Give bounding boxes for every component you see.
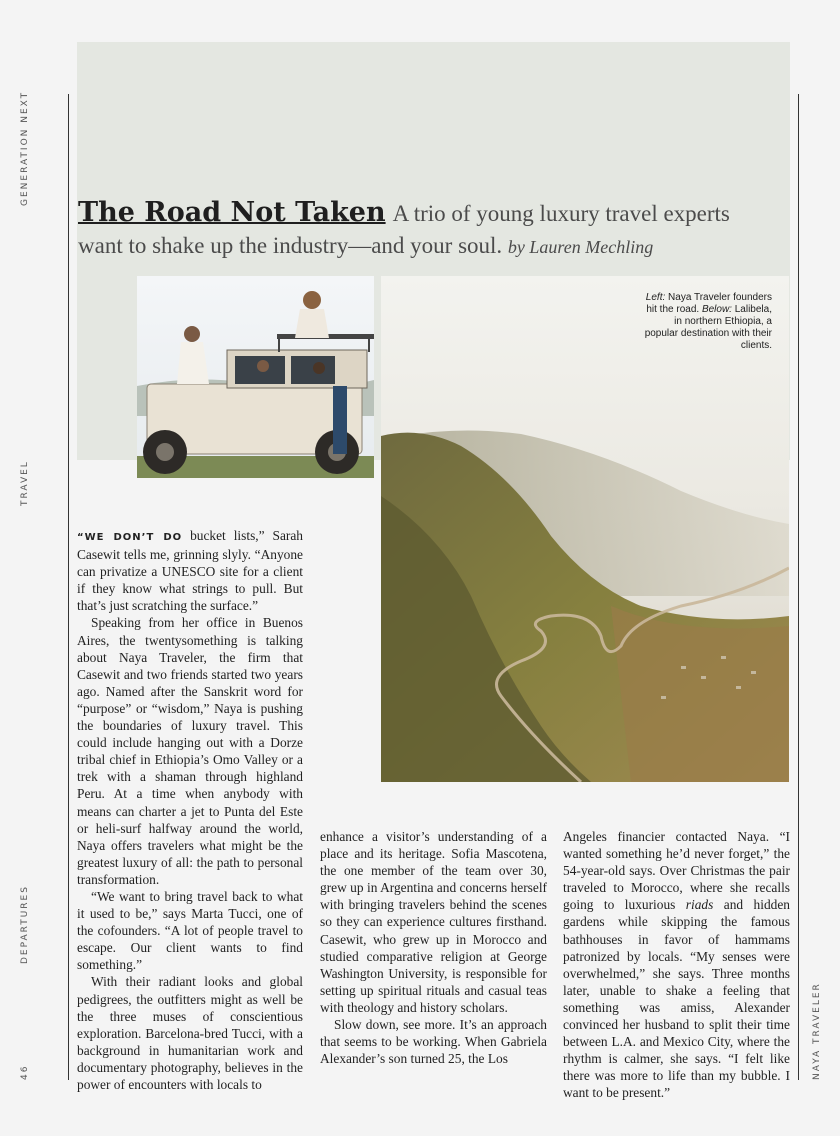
founders-jeep-photo <box>137 276 374 478</box>
paragraph-text: Angeles financier contacted Naya. “I wanted something he’d never forget,” the 54-year-old says. Over Christmas the pair traveled to Morocco, where she recalls going to luxurious <box>563 829 790 913</box>
article-title: The Road Not Taken <box>78 197 386 228</box>
paragraph: enhance a visitor’s understanding of a place and its heritage. Sofia Mascotena, the one member of the team over 30, grew up in Argentina and concerns herself with bringing travelers behind the scenes so they can experience cultures firsthand. Casewit, who grew up in Morocco and studied comparative religion at George Washington University, is responsible for setting up spiritual rituals and casual teas with theology and history scholars. <box>320 829 547 1015</box>
photo-caption <box>640 292 772 352</box>
headline <box>78 198 778 263</box>
byline: by Lauren Mechling <box>507 237 654 257</box>
caption-left-text: Naya Traveler founders hit the road. <box>646 292 772 315</box>
deck-line-2: want to shake up the industry—and your soul. <box>78 233 503 258</box>
article-column-1 <box>77 527 303 1093</box>
section-label-travel: TRAVEL <box>20 460 30 506</box>
left-margin-rule <box>68 94 69 1080</box>
article-column-2 <box>320 828 547 1067</box>
paragraph-text: and hidden gardens while skipping the famous bathhouses in favor of hammams patronized by locals. “My senses were overwhelmed,” she says. Three months later, unable to shake a feeling that something was amiss, Alexander convinced her husband to split their time between L.A. and Mexico City, where the rhythm is calmer, she says. “I felt like there was more to life than my bubble. I want to be present.” <box>563 897 790 1101</box>
article-column-3 <box>563 828 790 1102</box>
paragraph: Speaking from her office in Buenos Aires, the twentysomething is talking about Naya Traveler, the firm that Casewit and two friends started two years ago. Named after the Sanskrit word for “purpose” or “wisdom,” Naya is pushing the boundaries of luxury travel. This could include hanging out with a Dorze tribal chief in Ethiopia’s Omo Valley or a trek with a shaman through highland Peru. At a time when anybody with means can charter a jet to Punta del Este or heli-surf halfway around the world, Naya offers travelers what might be the greatest luxury of all: the path to personal transformation. <box>77 615 303 887</box>
paragraph <box>77 527 303 614</box>
right-margin-rule <box>798 94 799 1080</box>
paragraph: With their radiant looks and global pedigrees, the outfitters might as well be the three muses of conscientious exploration. Barcelona-bred Tucci, with a background in humanitarian work and documentary photography, believes in the power of encounters with locals to <box>77 974 303 1092</box>
paragraph-text: bucket lists,” Sarah Casewit tells me, grinning slyly. “Anyone can privatize a UNESCO site for a client if they know what strings to pull. But that’s just scratching the surface.” <box>77 528 303 614</box>
italic-word: riads <box>685 897 714 913</box>
section-label-generation-next: GENERATION NEXT <box>20 90 30 206</box>
photo-credit: NAYA TRAVELER <box>812 982 822 1080</box>
paragraph: Slow down, see more. It’s an approach that seems to be working. When Gabriela Alexander’s son turned 25, the Los <box>320 1017 547 1067</box>
caption-below-label: Below: <box>701 304 732 315</box>
deck-line-1: A trio of young luxury travel experts <box>392 201 730 226</box>
caption-below-text: Lalibela, in northern Ethiopia, a popular destination with their clients. <box>644 304 772 351</box>
paragraph <box>563 828 790 1102</box>
section-label-departures: DEPARTURES <box>20 885 30 964</box>
lead-in-caps: “WE DON’T DO <box>77 532 183 543</box>
page-number: 46 <box>20 1064 30 1080</box>
paragraph: “We want to bring travel back to what it used to be,” says Marta Tucci, one of the cofounders. “A lot of people travel to escape. Our client wants to find something.” <box>77 888 303 973</box>
caption-left-label: Left: <box>645 292 666 303</box>
